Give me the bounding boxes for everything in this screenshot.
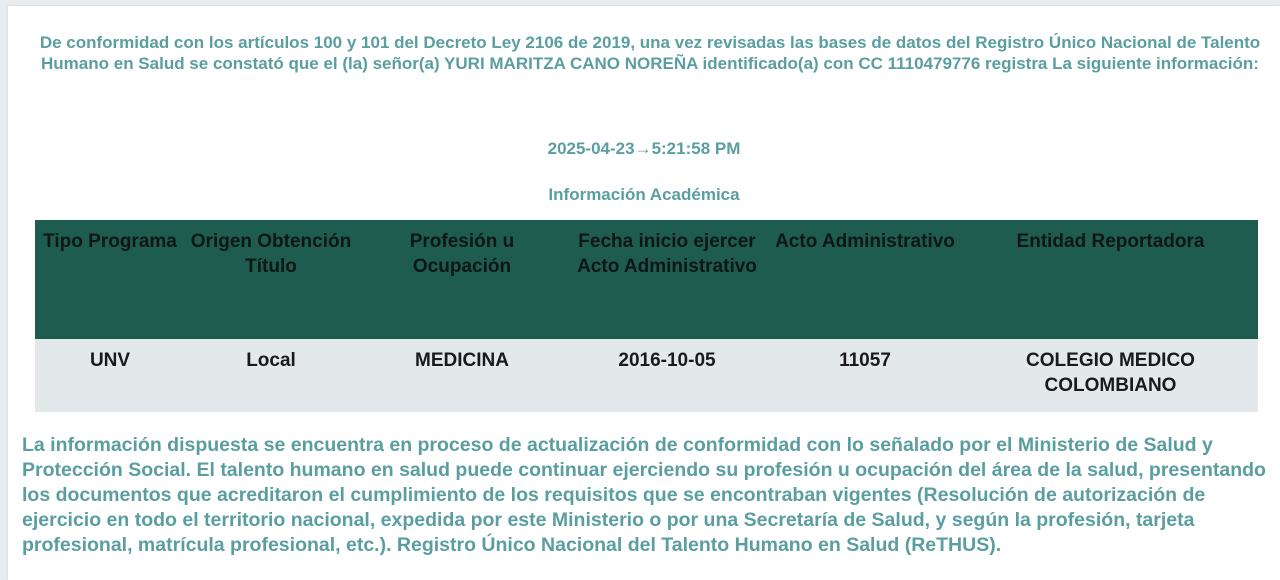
- cell-entidad-reportadora: COLEGIO MEDICO COLOMBIANO: [1026, 350, 1195, 396]
- intro-paragraph: De conformidad con los artículos 100 y 101 del Decreto Ley 2106 de 2019, una vez revisadas las bases de datos del Registro Único Nacional de Talento Humano en Salud se constató que el (la) señor(a) YURI MARITZA CANO NOREÑA identificado(a) con CC 1110479776 registra La siguiente información:: [39, 33, 1261, 73]
- header-fecha-inicio: Fecha inicio ejercer Acto Administrativo: [577, 231, 757, 277]
- cell-tipo-programa: UNV: [89, 350, 131, 371]
- query-timestamp: 2025-04-23→5:21:58 PM: [547, 139, 741, 158]
- result-card: [8, 6, 1280, 580]
- header-origen-titulo: Origen Obtención Título: [190, 231, 352, 277]
- cell-profesion: MEDICINA: [415, 350, 509, 371]
- cell-origen-titulo: Local: [246, 350, 296, 371]
- header-entidad-reportadora: Entidad Reportadora: [1016, 231, 1205, 252]
- academic-info-table: [35, 220, 1258, 412]
- table-header-row: [35, 220, 1258, 339]
- header-profesion: Profesión u Ocupación: [409, 231, 515, 277]
- section-title: Información Académica: [548, 185, 740, 204]
- header-acto-administrativo: Acto Administrativo: [775, 231, 955, 252]
- cell-fecha-inicio: 2016-10-05: [618, 350, 716, 371]
- table-row: [35, 339, 1258, 412]
- disclaimer-note: La información dispuesta se encuentra en proceso de actualización de conformidad con lo señalado por el Ministerio de Salud y Protección Social. El talento humano en salud puede continuar ejerciendo su profesión u ocupación del área de la salud, presentando los documentos que acreditaron el cumplimiento de los requisitos que se encontraban vigentes (Resolución de autorización de ejercicio en todo el territorio nacional, expedida por este Ministerio o por una Secretaría de Salud, y según la profesión, tarjeta profesional, matrícula profesional, etc.). Registro Único Nacional del Talento Humano en Salud (ReTHUS).: [22, 434, 1266, 556]
- cell-acto-administrativo: 11057: [839, 350, 891, 371]
- header-tipo-programa: Tipo Programa: [43, 231, 177, 252]
